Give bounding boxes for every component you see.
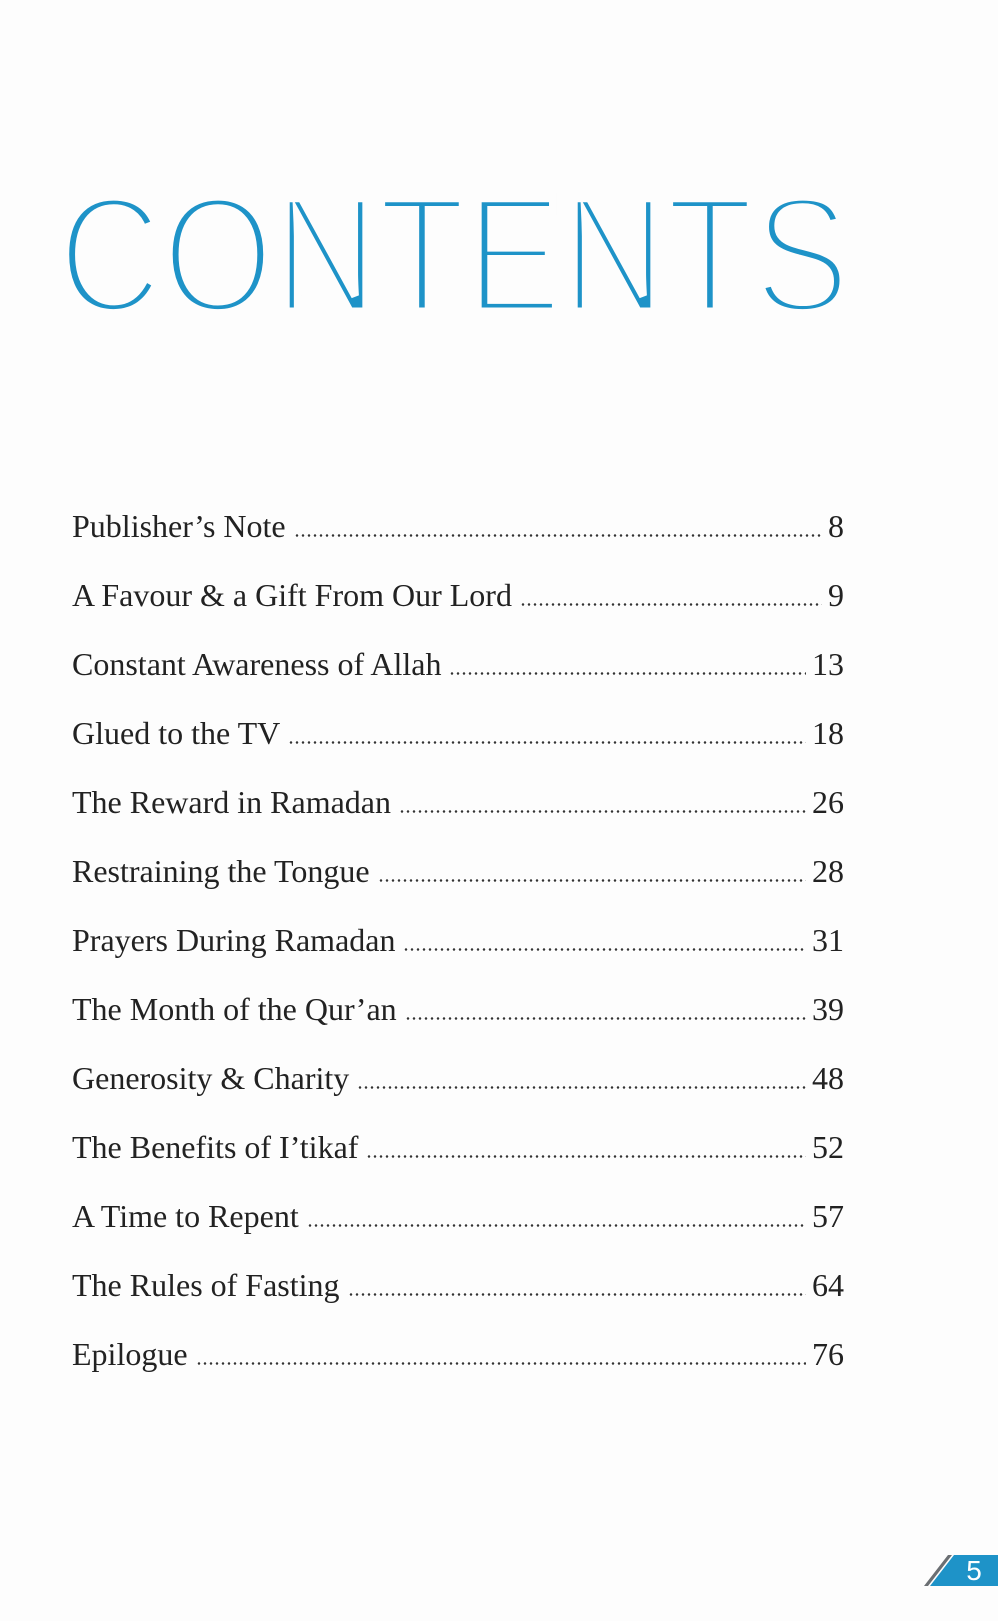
toc-entry-title: Restraining the Tongue <box>72 853 370 889</box>
toc-entry-page: 76 <box>812 1336 844 1372</box>
dot-leader <box>520 603 822 606</box>
toc-entry-page: 18 <box>812 715 844 751</box>
toc-entry[interactable] <box>72 1129 844 1198</box>
toc-entry[interactable] <box>72 508 844 577</box>
toc-entry-title: Generosity & Charity <box>72 1060 350 1096</box>
toc-entry-title: The Month of the Qur’an <box>72 991 397 1027</box>
toc-entry-title: Constant Awareness of Allah <box>72 646 442 682</box>
toc-entry[interactable] <box>72 922 844 991</box>
toc-entry-title: Publisher’s Note <box>72 508 286 544</box>
toc-entry-page: 52 <box>812 1129 844 1165</box>
page-title <box>0 0 998 360</box>
toc-entry-page: 57 <box>812 1198 844 1234</box>
toc-entry[interactable] <box>72 853 844 922</box>
dot-leader <box>307 1224 806 1227</box>
page-number-badge <box>920 1555 998 1586</box>
dot-leader <box>357 1086 806 1089</box>
dot-leader <box>294 534 822 537</box>
dot-leader <box>196 1362 806 1365</box>
toc-entry-page: 64 <box>812 1267 844 1303</box>
toc-entry-page: 26 <box>812 784 844 820</box>
toc-entry-title: The Rules of Fasting <box>72 1267 340 1303</box>
dot-leader <box>348 1293 806 1296</box>
toc-entry-title: A Favour & a Gift From Our Lord <box>72 577 512 613</box>
page-title-text: CONTENTS <box>58 163 850 348</box>
dot-leader <box>405 1017 806 1020</box>
dot-leader <box>403 948 806 951</box>
toc-entry-title: The Reward in Ramadan <box>72 784 391 820</box>
page-number: 5 <box>966 1555 982 1586</box>
toc-entry[interactable] <box>72 1198 844 1267</box>
toc-entry-title: The Benefits of I’tikaf <box>72 1129 359 1165</box>
dot-leader <box>399 810 806 813</box>
dot-leader <box>288 741 806 744</box>
toc-entry-title: Epilogue <box>72 1336 188 1372</box>
dot-leader <box>378 879 806 882</box>
toc-entry[interactable] <box>72 991 844 1060</box>
toc-entry[interactable] <box>72 784 844 853</box>
toc-entry[interactable] <box>72 1336 844 1405</box>
toc-entry-title: A Time to Repent <box>72 1198 299 1234</box>
toc-entry[interactable] <box>72 1267 844 1336</box>
toc-entry[interactable] <box>72 1060 844 1129</box>
toc-entry-page: 31 <box>812 922 844 958</box>
toc-entry-page: 9 <box>828 577 844 613</box>
toc-entry-title: Glued to the TV <box>72 715 281 751</box>
toc-entry[interactable] <box>72 715 844 784</box>
table-of-contents <box>72 508 844 1405</box>
toc-entry[interactable] <box>72 577 844 646</box>
dot-leader <box>366 1155 806 1158</box>
toc-entry-page: 48 <box>812 1060 844 1096</box>
dot-leader <box>449 672 806 675</box>
toc-entry-page: 8 <box>828 508 844 544</box>
toc-entry-page: 28 <box>812 853 844 889</box>
toc-entry-title: Prayers During Ramadan <box>72 922 396 958</box>
toc-entry-page: 13 <box>812 646 844 682</box>
toc-entry[interactable] <box>72 646 844 715</box>
toc-entry-page: 39 <box>812 991 844 1027</box>
